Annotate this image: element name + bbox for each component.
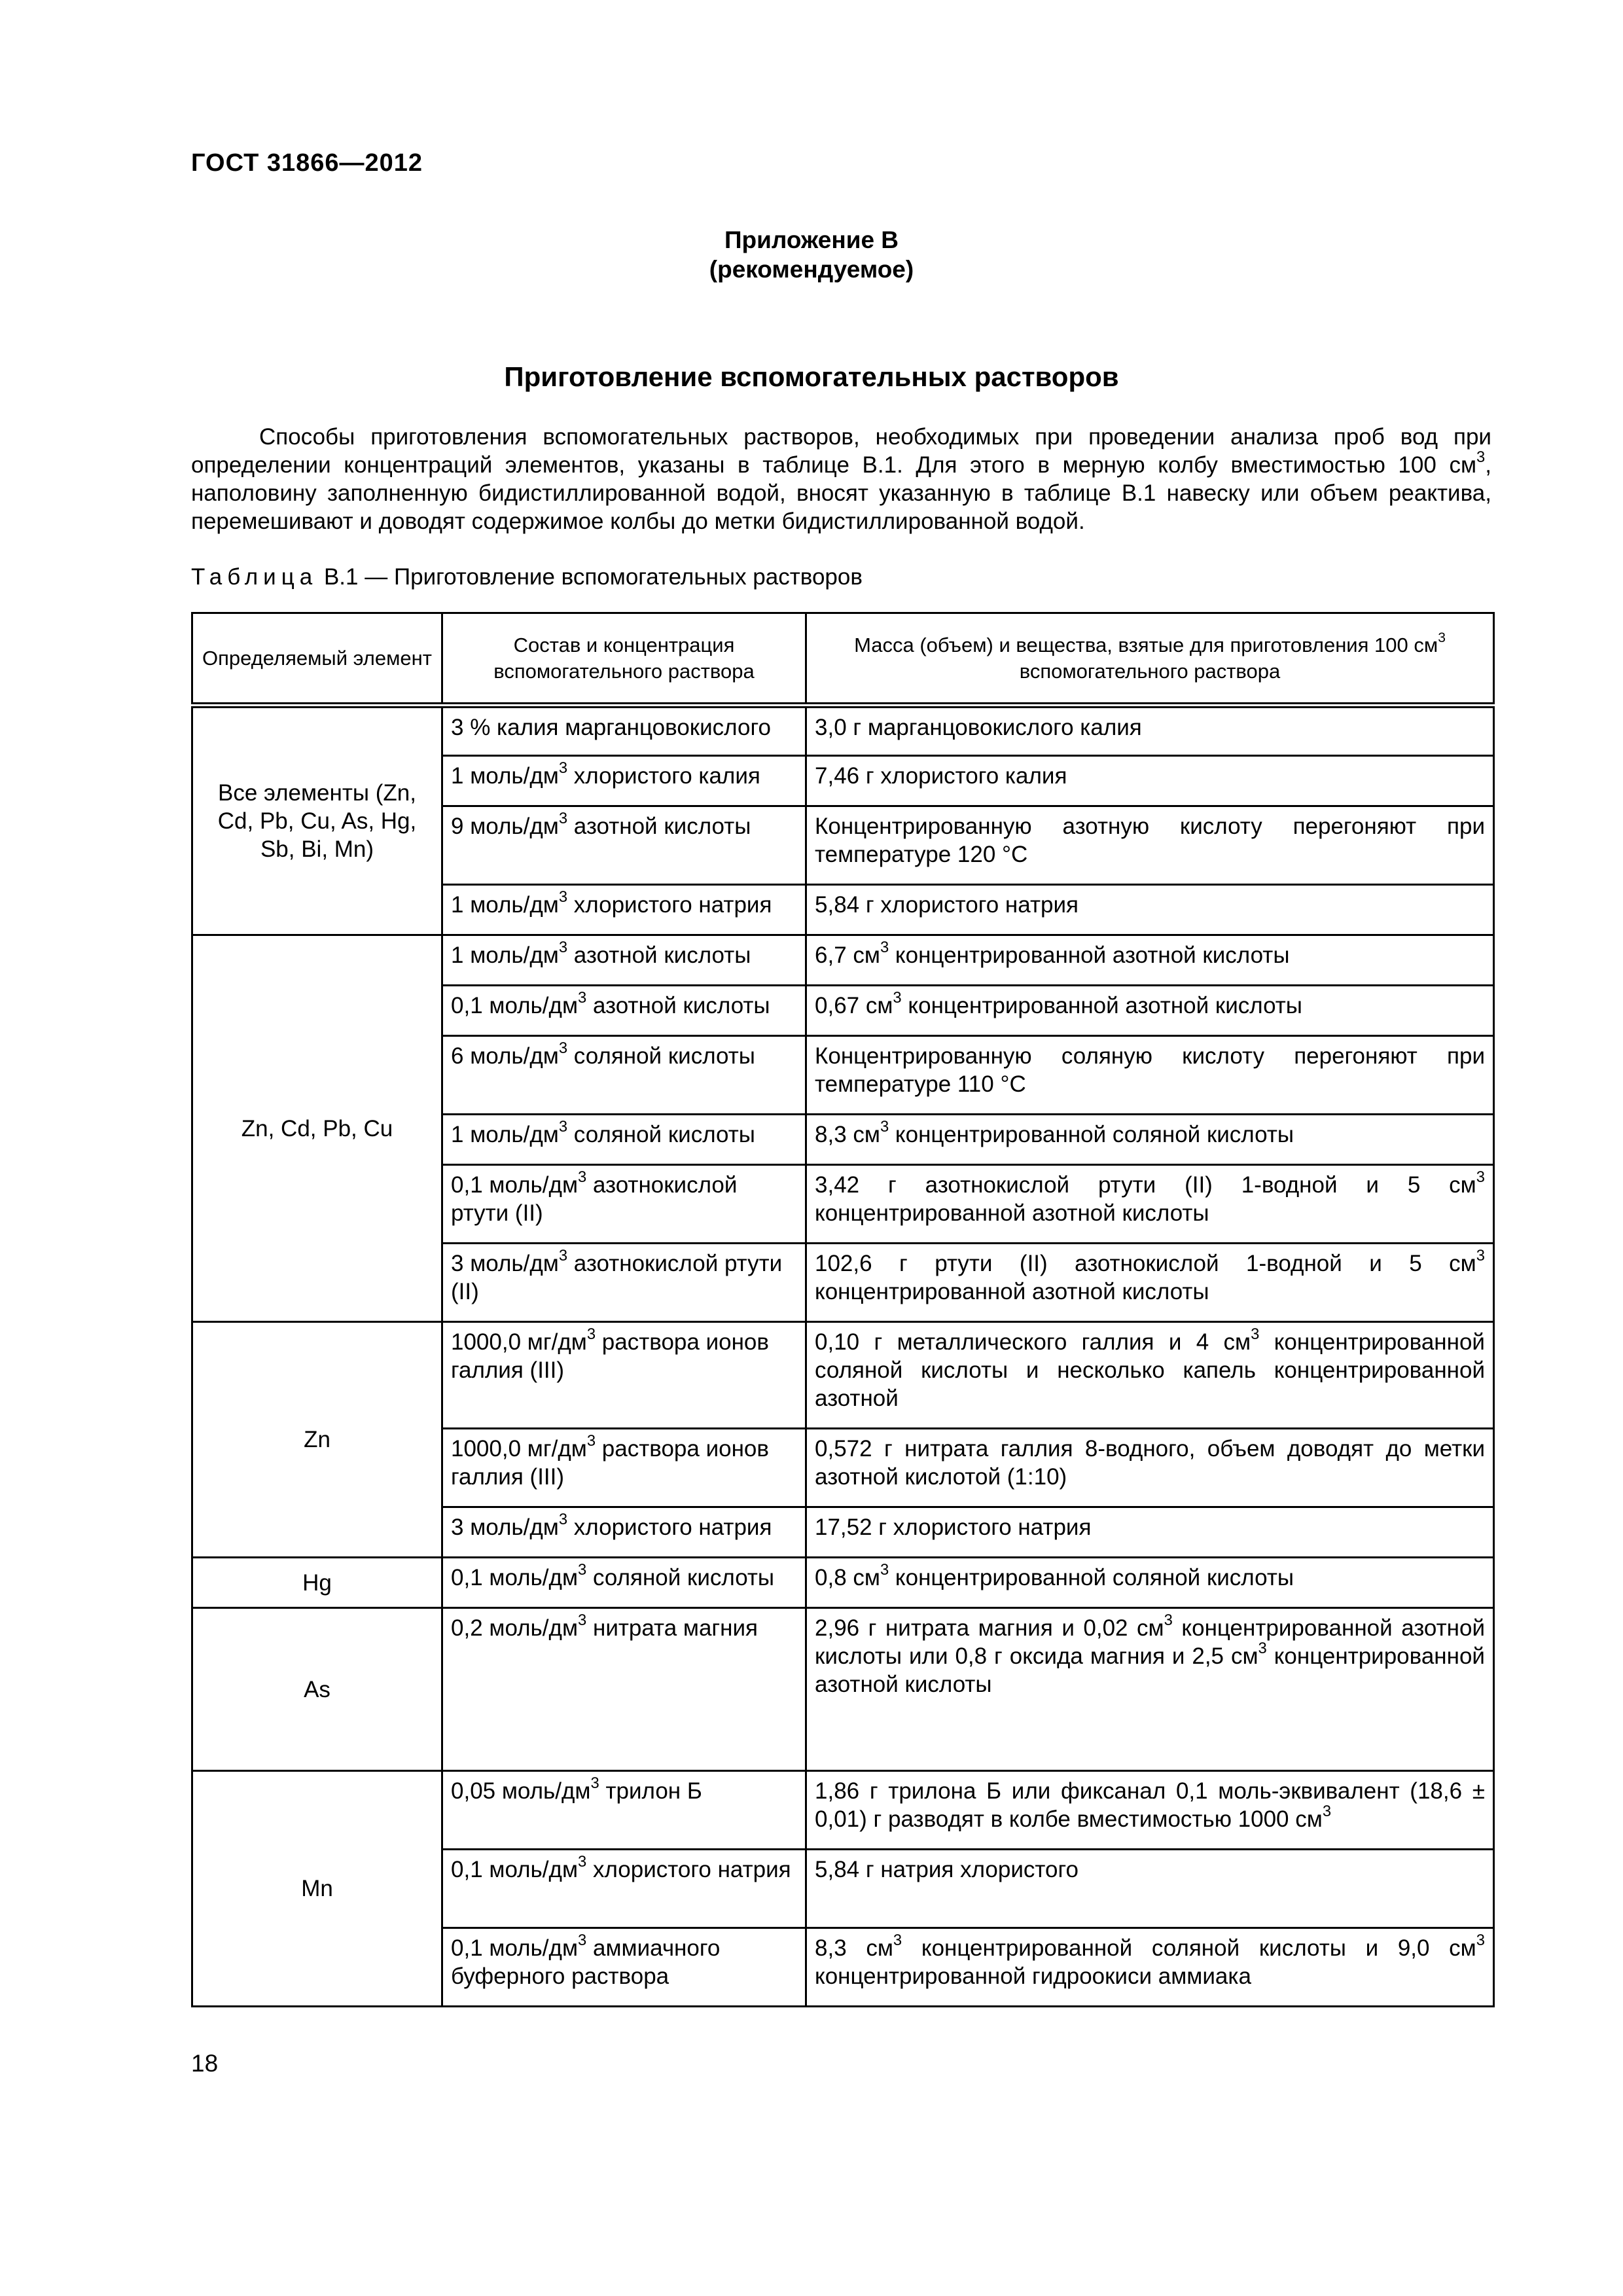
intro-text-part: Способы приготовления вспомогательных растворов, необходимых при проведении анализа проб вод при определении концентраций элементов, указаны в таблице В.1. Для этого в мерную колбу вместимостью 100 см: [191, 424, 1491, 478]
page-number: 18: [191, 2050, 219, 2077]
preparation-cell: 0,67 $см^3$ концентрированной азотной кислоты: [806, 986, 1494, 1036]
composition-cell: 0,2 моль/$дм^3$ нитрата магния: [442, 1608, 806, 1771]
table-row: [192, 1771, 1494, 1850]
header-element: Определяемый элемент: [192, 613, 442, 706]
header-composition: Состав и концентрация вспомогательного раствора: [442, 613, 806, 706]
table-body: [192, 706, 1494, 2007]
preparation-cell: 8,3 $см^3$ концентрированной соляной кислоты: [806, 1115, 1494, 1165]
composition-cell: 0,1 моль/$дм^3$ хлористого натрия: [442, 1850, 806, 1928]
table-caption: [191, 564, 863, 590]
composition-cell: 1 моль/$дм^3$ хлористого натрия: [442, 885, 806, 935]
preparation-cell: 8,3 $см^3$ концентрированной соляной кислоты и 9,0 $см^3$ концентрированной гидроокиси аммиака: [806, 1928, 1494, 2007]
table-row: [192, 935, 1494, 986]
preparation-cell: 1,86 г трилона Б или фиксанал 0,1 моль-эквивалент (18,6 ± 0,01) г разводят в колбе вместимостью 1000 $см^3$: [806, 1771, 1494, 1850]
table-row: [192, 1558, 1494, 1608]
element-cell: Hg: [192, 1558, 442, 1608]
preparation-cell: 5,84 г натрия хлористого: [806, 1850, 1494, 1928]
section-title: Приготовление вспомогательных растворов: [504, 361, 1119, 392]
preparation-cell: 7,46 г хлористого калия: [806, 756, 1494, 806]
element-cell: Zn, Cd, Pb, Cu: [192, 935, 442, 1322]
table-row: [192, 1608, 1494, 1771]
composition-cell: 0,1 моль/$дм^3$ азотнокислой ртути (II): [442, 1165, 806, 1244]
composition-cell: 0,1 моль/$дм^3$ азотной кислоты: [442, 986, 806, 1036]
intro-superscript: 3: [1476, 448, 1486, 466]
composition-cell: 0,1 моль/$дм^3$ аммиачного буферного раствора: [442, 1928, 806, 2007]
table-row: [192, 706, 1494, 756]
composition-cell: 3 моль/$дм^3$ азотнокислой ртути (II): [442, 1244, 806, 1322]
table-caption-label: Таблица: [191, 564, 318, 590]
preparation-cell: 17,52 г хлористого натрия: [806, 1507, 1494, 1558]
element-cell: Mn: [192, 1771, 442, 2007]
preparation-cell: 102,6 г ртути (II) азотнокислой 1-водной и 5 $см^3$ концентрированной азотной кислоты: [806, 1244, 1494, 1322]
element-cell: Все элементы (Zn, Cd, Pb, Cu, As, Hg, Sb, Bi, Mn): [192, 706, 442, 935]
composition-cell: 1 моль/$дм^3$ хлористого калия: [442, 756, 806, 806]
preparation-cell: Концентрированную азотную кислоту перегоняют при температуре 120 °С: [806, 806, 1494, 885]
intro-text-part: , наполовину заполненную бидистиллированной водой, вносят указанную в таблице В.1 навеску или объем реактива, перемешивают и доводят содержимое колбы до метки бидистиллированной водой.: [191, 452, 1491, 534]
composition-cell: 3 моль/$дм^3$ хлористого натрия: [442, 1507, 806, 1558]
composition-cell: 1 моль/$дм^3$ соляной кислоты: [442, 1115, 806, 1165]
composition-cell: 0,05 моль/$дм^3$ трилон Б: [442, 1771, 806, 1850]
preparation-cell: 2,96 г нитрата магния и 0,02 $см^3$ концентрированной азотной кислоты или 0,8 г оксида магния и 2,5 $см^3$ концентрированной азотной кислоты: [806, 1608, 1494, 1771]
element-cell: As: [192, 1608, 442, 1771]
preparation-cell: 3,42 г азотнокислой ртути (II) 1-водной и 5 $см^3$ концентрированной азотной кислоты: [806, 1165, 1494, 1244]
composition-cell: 0,1 моль/$дм^3$ соляной кислоты: [442, 1558, 806, 1608]
preparation-cell: 5,84 г хлористого натрия: [806, 885, 1494, 935]
appendix-heading: [0, 225, 1623, 284]
composition-cell: 6 моль/$дм^3$ соляной кислоты: [442, 1036, 806, 1115]
table-caption-text: В.1 — Приготовление вспомогательных растворов: [317, 564, 863, 590]
composition-cell: 9 моль/$дм^3$ азотной кислоты: [442, 806, 806, 885]
element-cell: Zn: [192, 1322, 442, 1558]
table-row: [192, 1322, 1494, 1429]
intro-paragraph: [191, 423, 1491, 535]
composition-cell: 1000,0 $мг/дм^3$ раствора ионов галлия (III): [442, 1322, 806, 1429]
preparation-cell: 0,10 г металлического галлия и 4 $см^3$ концентрированной соляной кислоты и несколько капель концентрированной азотной: [806, 1322, 1494, 1429]
composition-cell: 1 моль/$дм^3$ азотной кислоты: [442, 935, 806, 986]
preparation-cell: 0,572 г нитрата галлия 8-водного, объем доводят до метки азотной кислотой (1:10): [806, 1429, 1494, 1507]
reagents-table: [191, 612, 1495, 2007]
preparation-cell: Концентрированную соляную кислоту перегоняют при температуре 110 °С: [806, 1036, 1494, 1115]
composition-cell: 3 % калия марганцовокислого: [442, 706, 806, 756]
appendix-status: (рекомендуемое): [709, 256, 914, 283]
appendix-title: Приложение В: [724, 226, 899, 253]
header-mass: Масса (объем) и вещества, взятые для приготовления 100 $см^3$ вспомогательного раствора: [806, 613, 1494, 706]
table-header-row: [192, 613, 1494, 706]
preparation-cell: 6,7 $см^3$ концентрированной азотной кислоты: [806, 935, 1494, 986]
preparation-cell: 0,8 $см^3$ концентрированной соляной кислоты: [806, 1558, 1494, 1608]
document-code: ГОСТ 31866—2012: [191, 149, 423, 177]
preparation-cell: 3,0 г марганцовокислого калия: [806, 706, 1494, 756]
composition-cell: 1000,0 $мг/дм^3$ раствора ионов галлия (III): [442, 1429, 806, 1507]
